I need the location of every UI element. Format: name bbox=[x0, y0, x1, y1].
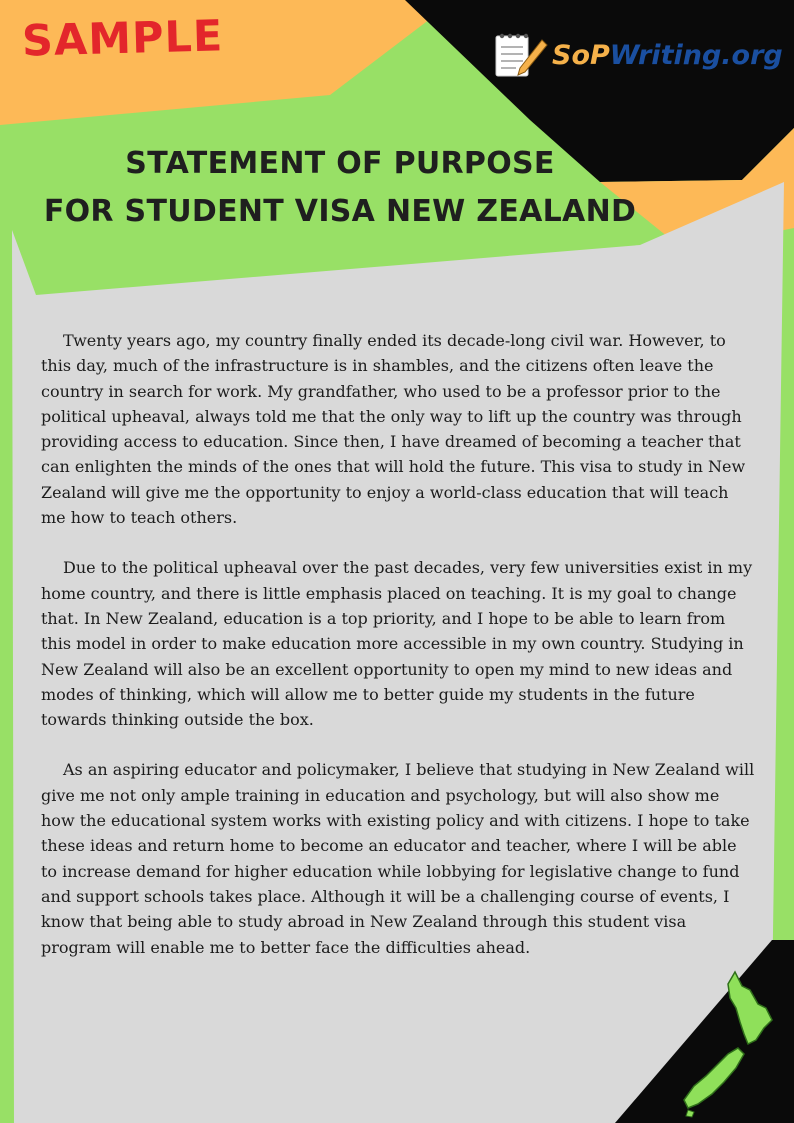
title-line-1: STATEMENT OF PURPOSE bbox=[125, 146, 555, 181]
brand-name bbox=[552, 40, 783, 71]
statement-body bbox=[41, 328, 756, 985]
paragraph-2: Due to the political upheaval over the past decades, very few universities exist in my home country, and there is little emphasis placed on teaching. It is my goal to change that. In New Zealand, education is a top priority, and I hope to be able to learn from this model in order to make education more accessible in my own country. Studying in New Zealand will also be an excellent opportunity to open my mind to new ideas and modes of thinking, which will allow me to better guide my students in the future towards thinking outside the box. bbox=[41, 558, 753, 730]
notepad-pencil-icon bbox=[490, 28, 548, 80]
sample-badge: SAMPLE bbox=[21, 11, 224, 67]
new-zealand-map-icon bbox=[680, 968, 780, 1118]
title-line-2: FOR STUDENT VISA NEW ZEALAND bbox=[43, 194, 637, 229]
brand-name-part1: SoP bbox=[552, 40, 610, 71]
brand-logo bbox=[490, 28, 790, 88]
brand-name-part2: Writing.org bbox=[609, 40, 783, 71]
page-title bbox=[0, 140, 680, 236]
paragraph-1: Twenty years ago, my country finally ended its decade-long civil war. However, to this day, much of the infrastructure is in shambles, and the citizens often leave the country in search for work. My grandfather, who used to be a professor prior to the political upheaval, always told me that the only way to lift up the country was through providing access to education. Since then, I have dreamed of becoming a teacher that can enlighten the minds of the ones that will hold the future. This visa to study in New Zealand will give me the opportunity to enjoy a world-class education that will teach me how to teach others. bbox=[41, 331, 746, 528]
paragraph-3: As an aspiring educator and policymaker, I believe that studying in New Zealand will give me not only ample training in education and psychology, but will also show me how the educational system works with existing policy and with citizens. I hope to take these ideas and return home to become an educator and teacher, where I will be able to increase demand for higher education while lobbying for legislative change to fund and support schools takes place. Although it will be a challenging course of events, I know that being able to study abroad in New Zealand through this student visa program will enable me to better face the difficulties ahead. bbox=[41, 760, 755, 957]
